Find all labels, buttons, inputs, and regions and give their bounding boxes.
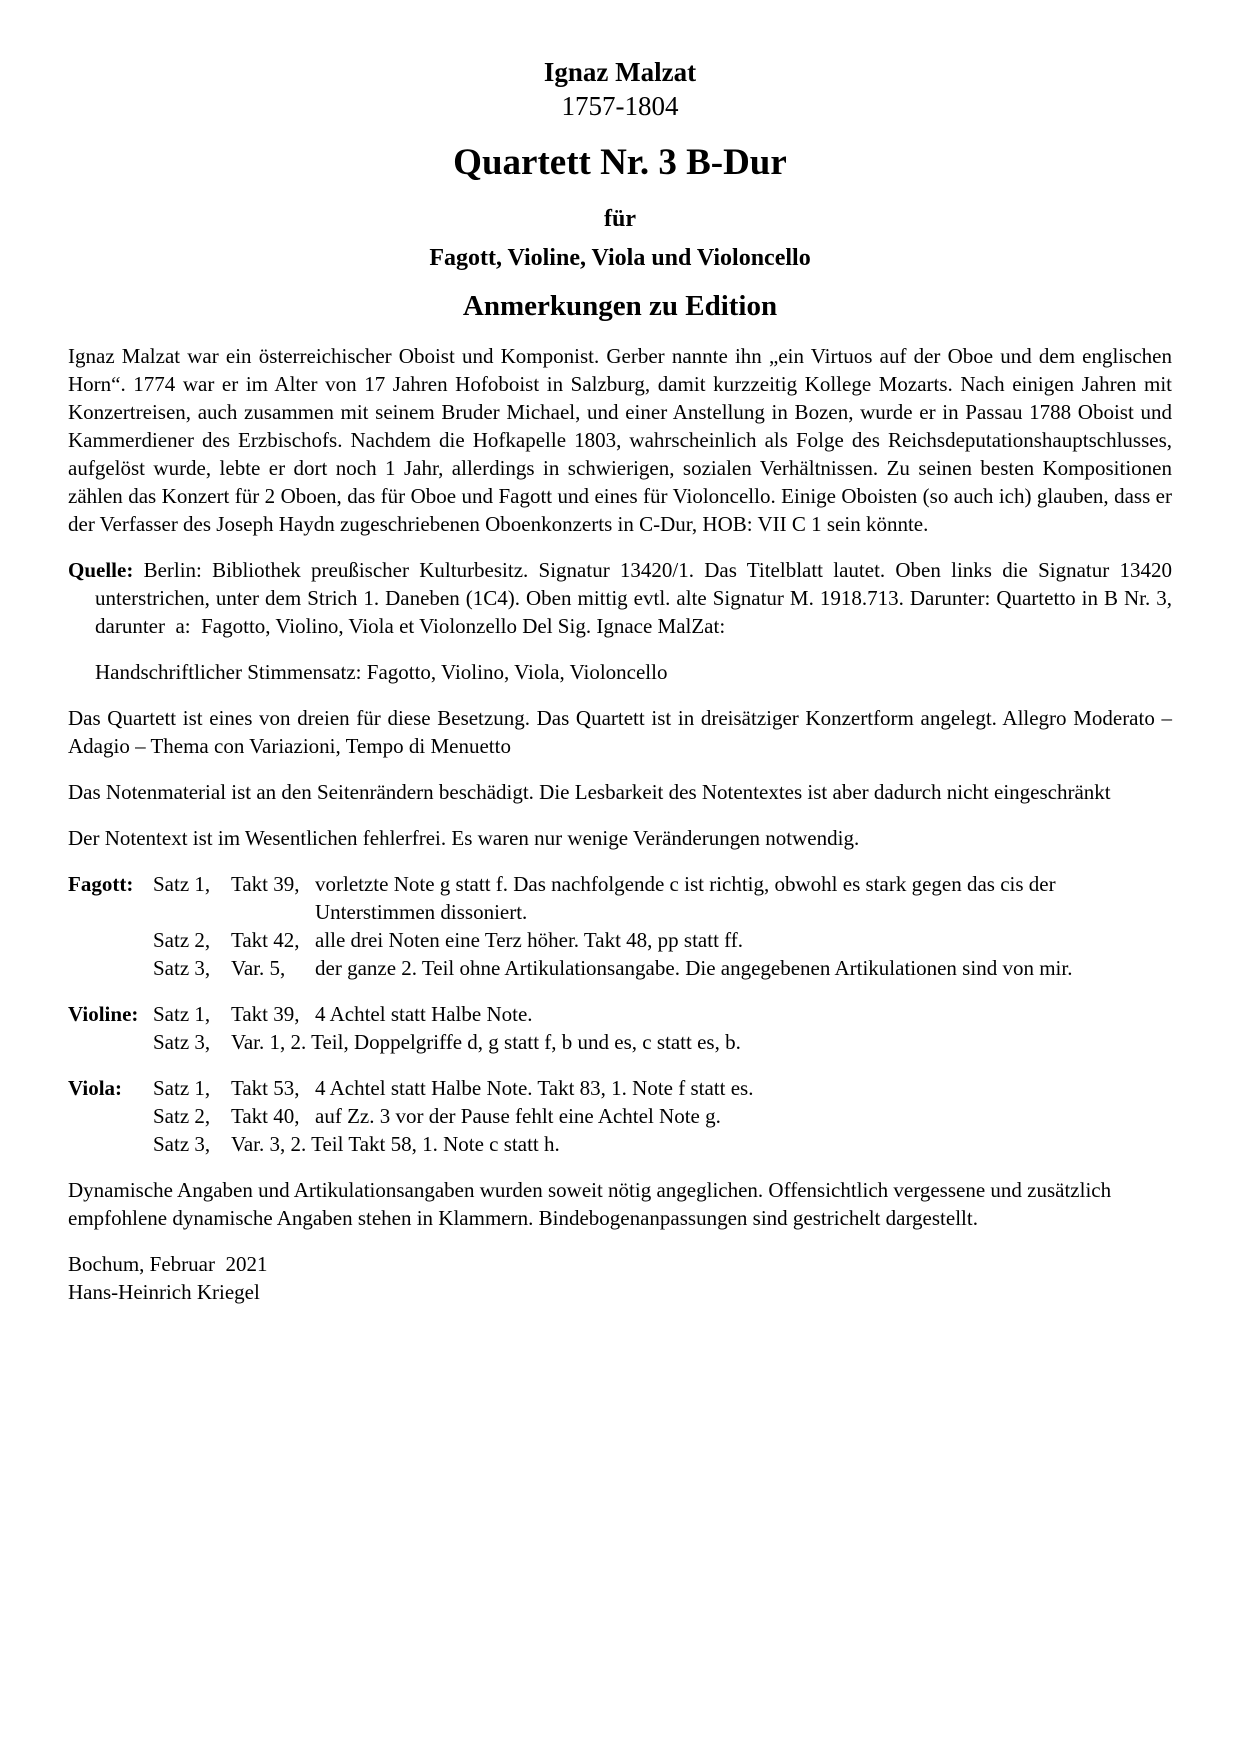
composer-name: Ignaz Malzat [543,57,697,87]
paragraph-notenmaterial: Das Notenmaterial ist an den Seitenrändern beschädigt. Die Lesbarkeit des Notentextes ist aber dadurch nicht eingeschränkt [68,779,1111,804]
errata-text: 4 Achtel statt Halbe Note. [315,1001,533,1026]
paragraph-stimmensatz: Handschriftlicher Stimmensatz: Fagotto, Violino, Viola, Violoncello [95,659,668,684]
errata-block [68,870,1172,982]
errata-section [68,870,1172,1158]
errata-takt: Takt 42, [231,927,300,952]
paragraph-notentext: Der Notentext ist im Wesentlichen fehlerfrei. Es waren nur wenige Veränderungen notwendig. [68,825,860,850]
errata-row [68,870,1172,926]
errata-text: auf Zz. 3 vor der Pause fehlt eine Achtel Note g. [315,1103,721,1128]
errata-takt: Takt 39, [231,1001,300,1026]
errata-text: Var. 3, 2. Teil Takt 58, 1. Note c statt h. [231,1131,560,1156]
for-label: für [604,206,636,233]
errata-takt: Takt 53, [231,1075,300,1100]
signature-name: Hans-Heinrich Kriegel [68,1279,260,1304]
errata-instrument-label: Fagott: [68,871,134,896]
errata-text: Var. 1, 2. Teil, Doppelgriffe d, g statt f, b und es, c statt es, b. [231,1029,741,1054]
instrumentation-line: Fagott, Violine, Viola und Violoncello [429,244,811,271]
errata-row [68,1074,1172,1102]
errata-instrument-label: Violine: [68,1001,139,1026]
errata-instrument-label [68,926,153,954]
errata-block [68,1074,1172,1158]
errata-text: vorletzte Note g statt f. Das nachfolgende c ist richtig, obwohl es stark gegen das cis der Unterstimmen dissoniert. [315,871,1061,924]
errata-text: der ganze 2. Teil ohne Artikulationsangabe. Die angegebenen Artikulationen sind von mir. [315,955,1073,980]
section-heading: Anmerkungen zu Edition [462,289,778,322]
errata-takt: Takt 39, [231,871,300,896]
quelle-text: Berlin: Bibliothek preußischer Kulturbesitz. Signatur 13420/1. Das Titelblatt lautet. Oben links die Signatur 13420 unterstrichen, unter dem Strich 1. Daneben (1C4). Oben mittig evtl. alte Signatur M. 1918.713. Darunter: Quartetto in B Nr. 3, darunter a: Fagotto, Violino, Viola et Violonzello Del Sig. Ignace MalZat: [95,557,1178,638]
errata-row [68,954,1172,982]
paragraph-quelle [68,556,1178,640]
errata-takt: Takt 40, [231,1103,300,1128]
document-body [68,342,1178,1306]
work-title: Quartett Nr. 3 B-Dur [453,141,787,183]
errata-instrument-label [68,1130,153,1158]
errata-satz: Satz 3, [153,955,211,980]
errata-satz: Satz 1, [153,871,211,896]
errata-instrument-label: Viola: [68,1075,123,1100]
errata-satz: Satz 3, [153,1029,211,1054]
errata-row [68,1130,1172,1158]
errata-satz: Satz 3, [153,1131,211,1156]
paragraph-dynamik: Dynamische Angaben und Artikulationsangaben wurden soweit nötig angeglichen. Offensichtlich vergessene und zusätzlich empfohlene dynamische Angaben stehen in Klammern. Bindebogenanpassungen sind gestrichelt dargestellt. [68,1177,1117,1230]
errata-row [68,1000,1172,1028]
composer-dates: 1757-1804 [561,91,679,122]
errata-instrument-label [68,1102,153,1130]
errata-row [68,1102,1172,1130]
errata-block [68,1000,1172,1056]
errata-row [68,1028,1172,1056]
paragraph-biography: Ignaz Malzat war ein österreichischer Oboist und Komponist. Gerber nannte ihn „ein Virtuos auf der Oboe und dem englischen Horn“. 1774 war er im Alter von 17 Jahren Hofoboist in Salzburg, damit kurzzeitig Kollege Mozarts. Nach einigen Jahren mit Konzertreisen, auch zusammen mit seinem Bruder Michael, und einer Anstellung in Bozen, wurde er in Passau 1788 Oboist und Kammerdiener des Erzbischofs. Nachdem die Hofkapelle 1803, wahrscheinlich als Folge des Reichsdeputationshauptschlusses, aufgelöst wurde, lebte er dort noch 1 Jahr, allerdings in schwierigen, sozialen Verhältnissen. Zu seinen besten Kompositionen zählen das Konzert für 2 Oboen, das für Oboe und Fagott und eines für Violoncello. Einige Oboisten (so auch ich) glauben, dass er der Verfasser des Joseph Haydn zugeschriebenen Oboenkonzerts in C-Dur, HOB: VII C 1 sein könnte. [68,343,1178,536]
errata-takt: Var. 5, [231,955,286,980]
signature-place-date: Bochum, Februar 2021 [68,1251,268,1276]
errata-satz: Satz 2, [153,927,211,952]
errata-instrument-label [68,1028,153,1056]
errata-satz: Satz 1, [153,1001,211,1026]
document-header [68,56,1172,324]
quelle-label: Quelle: [68,557,134,582]
paragraph-form: Das Quartett ist eines von dreien für diese Besetzung. Das Quartett ist in dreisätziger Konzertform angelegt. Allegro Moderato – Adagio – Thema con Variazioni, Tempo di Menuetto [68,705,1177,758]
errata-row [68,926,1172,954]
errata-text: alle drei Noten eine Terz höher. Takt 48, pp statt ff. [315,927,744,952]
errata-instrument-label [68,954,153,982]
errata-satz: Satz 1, [153,1075,211,1100]
errata-satz: Satz 2, [153,1103,211,1128]
errata-text: 4 Achtel statt Halbe Note. Takt 83, 1. Note f statt es. [315,1075,754,1100]
